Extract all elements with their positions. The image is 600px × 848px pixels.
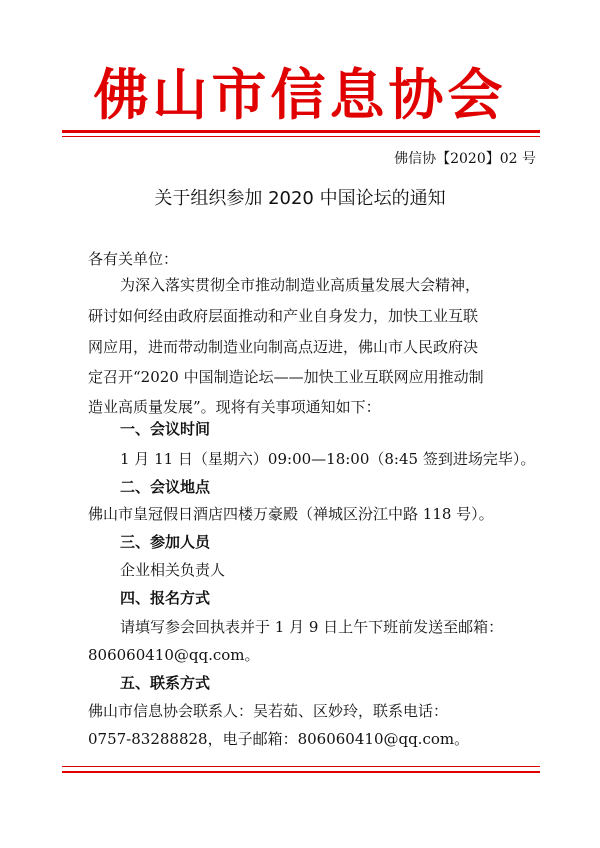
intro-line: 研讨如何经由政府层面推动和产业自身发力，加快工业互联 [88, 307, 479, 325]
organization-name: 佛山市信息协会 [93, 62, 507, 127]
section-heading-registration: 四、报名方式 [120, 589, 211, 607]
header-rule-thin [62, 136, 540, 137]
section-body-time: 1 月 11 日（星期六）09:00—18:00（8:45 签到进场完毕）。 [120, 450, 536, 468]
section-body-registration: 请填写参会回执表并于 1 月 9 日上午下班前发送至邮箱： [120, 618, 504, 636]
notice-title: 关于组织参加 2020 中国论坛的通知 [154, 188, 446, 209]
intro-line: 为深入落实贯彻全市推动制造业高质量发展大会精神， [120, 276, 481, 294]
section-heading-time: 一、会议时间 [120, 420, 211, 438]
section-heading-attendees: 三、参加人员 [120, 533, 211, 551]
footer-rule-thick [62, 771, 540, 773]
section-body-contact: 0757-83288828，电子邮箱：806060410@qq.com。 [88, 730, 470, 748]
intro-line: 网应用，进而带动制造业向制高点迈进，佛山市人民政府决 [88, 338, 479, 356]
intro-line: 定召开“2020 中国制造论坛——加快工业互联网应用推动制 [88, 368, 484, 386]
section-body-registration: 806060410@qq.com。 [88, 646, 260, 664]
section-body-attendees: 企业相关负责人 [120, 561, 226, 579]
section-heading-contact: 五、联系方式 [120, 674, 211, 692]
section-body-venue: 佛山市皇冠假日酒店四楼万豪殿（禅城区汾江中路 118 号）。 [88, 505, 494, 523]
section-heading-venue: 二、会议地点 [120, 478, 211, 496]
salutation: 各有关单位： [88, 250, 179, 268]
section-body-contact: 佛山市信息协会联系人：吴若茹、区妙玲，联系电话： [88, 702, 449, 720]
header-rule-thick [62, 130, 540, 133]
document-number: 佛信协【2020】02 号 [394, 151, 536, 167]
footer-rule-thin [62, 766, 540, 767]
intro-line: 造业高质量发展”。现将有关事项通知如下： [88, 398, 381, 416]
